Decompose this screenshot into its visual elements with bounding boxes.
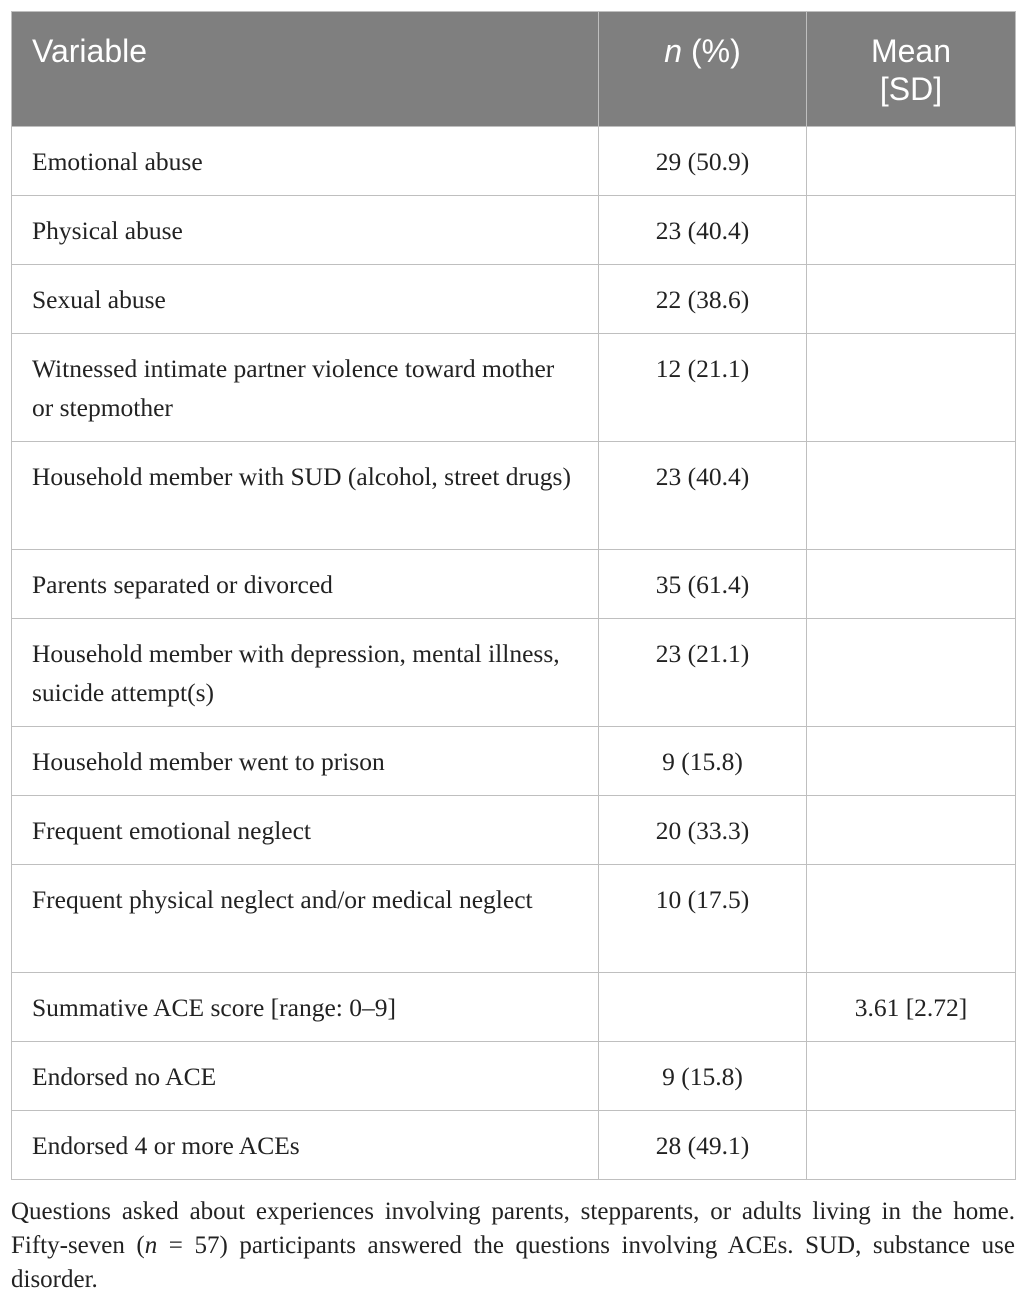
cell-n-percent: 29 (50.9) xyxy=(599,127,807,196)
cell-variable: Household member with depression, mental illness, suicide attempt(s) xyxy=(12,619,599,727)
cell-n-percent xyxy=(599,973,807,1042)
cell-variable: Frequent emotional neglect xyxy=(12,796,599,865)
table-row xyxy=(12,796,1016,865)
table-row xyxy=(12,442,1016,550)
header-percent: (%) xyxy=(682,33,741,69)
cell-n-percent: 28 (49.1) xyxy=(599,1111,807,1180)
table-row xyxy=(12,550,1016,619)
cell-n-percent: 23 (21.1) xyxy=(599,619,807,727)
header-n-italic: n xyxy=(664,33,683,69)
cell-variable: Parents separated or divorced xyxy=(12,550,599,619)
cell-variable: Household member went to prison xyxy=(12,727,599,796)
cell-mean-sd xyxy=(807,334,1016,442)
cell-mean-sd xyxy=(807,550,1016,619)
cell-variable: Endorsed 4 or more ACEs xyxy=(12,1111,599,1180)
table-row xyxy=(12,265,1016,334)
table-row xyxy=(12,727,1016,796)
cell-mean-sd xyxy=(807,442,1016,550)
header-mean: Mean xyxy=(870,33,952,69)
cell-variable: Physical abuse xyxy=(12,196,599,265)
table-row xyxy=(12,127,1016,196)
cell-n-percent: 35 (61.4) xyxy=(599,550,807,619)
header-variable: Variable xyxy=(12,12,599,127)
table-row xyxy=(12,1111,1016,1180)
cell-mean-sd xyxy=(807,727,1016,796)
cell-mean-sd xyxy=(807,196,1016,265)
table-row xyxy=(12,973,1016,1042)
cell-n-percent: 9 (15.8) xyxy=(599,727,807,796)
cell-mean-sd xyxy=(807,796,1016,865)
footnote-part2: = 57) participants answered the questions involving ACEs. SUD, substance use disorder. xyxy=(11,1232,1015,1293)
cell-mean-sd xyxy=(807,1042,1016,1111)
table-row xyxy=(12,619,1016,727)
header-mean-sd xyxy=(807,12,1016,127)
cell-variable: Endorsed no ACE xyxy=(12,1042,599,1111)
cell-n-percent: 20 (33.3) xyxy=(599,796,807,865)
cell-variable: Emotional abuse xyxy=(12,127,599,196)
cell-mean-sd: 3.61 [2.72] xyxy=(807,973,1016,1042)
cell-variable: Household member with SUD (alcohol, street drugs) xyxy=(12,442,599,550)
table-row xyxy=(12,196,1016,265)
header-sd: [SD] xyxy=(879,71,943,107)
ace-table-container xyxy=(11,11,1015,1180)
cell-mean-sd xyxy=(807,1111,1016,1180)
cell-mean-sd xyxy=(807,127,1016,196)
cell-n-percent: 23 (40.4) xyxy=(599,196,807,265)
footnote-n-italic: n xyxy=(144,1232,158,1259)
cell-n-percent: 10 (17.5) xyxy=(599,865,807,973)
footnote-part1: Questions asked about experiences involving parents, stepparents, or adults living in the home. Fifty-seven ( xyxy=(11,1198,1015,1259)
ace-table xyxy=(11,11,1016,1180)
table-footnote xyxy=(11,1195,1015,1297)
cell-n-percent: 9 (15.8) xyxy=(599,1042,807,1111)
table-row xyxy=(12,334,1016,442)
cell-variable: Sexual abuse xyxy=(12,265,599,334)
cell-n-percent: 22 (38.6) xyxy=(599,265,807,334)
cell-mean-sd xyxy=(807,265,1016,334)
cell-variable: Frequent physical neglect and/or medical neglect xyxy=(12,865,599,973)
table-header-row xyxy=(12,12,1016,127)
cell-variable: Witnessed intimate partner violence toward mother or stepmother xyxy=(12,334,599,442)
cell-mean-sd xyxy=(807,619,1016,727)
cell-n-percent: 23 (40.4) xyxy=(599,442,807,550)
header-n-percent xyxy=(599,12,807,127)
cell-variable: Summative ACE score [range: 0–9] xyxy=(12,973,599,1042)
table-row xyxy=(12,865,1016,973)
cell-n-percent: 12 (21.1) xyxy=(599,334,807,442)
table-row xyxy=(12,1042,1016,1111)
cell-mean-sd xyxy=(807,865,1016,973)
